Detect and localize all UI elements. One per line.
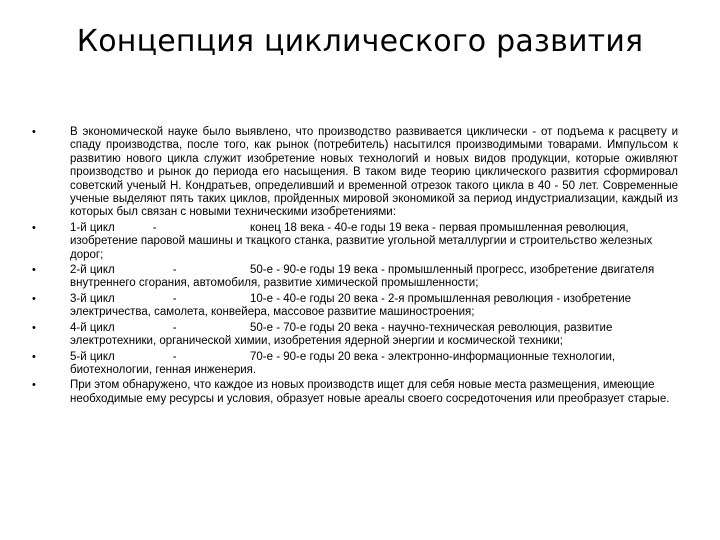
list-item-cycle-1 (32, 222, 678, 262)
cycle-description: 50-е - 90-е годы 19 века - промышленный прогресс, изобретение двигателя внутреннего сгорания, автомобиля, развитие химической промышленности; (70, 264, 655, 290)
cycle-label: 3-й цикл - (70, 292, 177, 305)
bullet-icon: • (32, 221, 36, 234)
intro-text: В экономической науке было выявлено, что производство развивается циклически - от подъема к расцвету и спаду производства, после того, как рынок (потребитель) насытился производимыми товарами. Импульсом к развитию нового цикла служит изобретение новых технологий и новых видов продукции, которые оживляют производство и рынок до периода его насыщения. В таком виде теорию циклического развития сформировал советский ученый Н. Кондратьев, определивший и временной отрезок такого цикла в 40 - 50 лет. Современные ученые выделяют пять таких циклов, пройденных мировой экономикой за период индустриализации, каждый из которых был связан с новыми техническими изобретениями: (70, 126, 678, 219)
cycle-label: 2-й цикл - (70, 264, 177, 277)
cycle-description: 50-е - 70-е годы 20 века - научно-техническая революция, развитие электротехники, органической химии, изобретения ядерной энергии и космической техники; (70, 321, 613, 348)
cycle-label: 4-й цикл - (70, 321, 177, 334)
cycle-label: 1-й цикл - (70, 221, 157, 234)
cycle-description: 70-е - 90-е годы 20 века - электронно-информационные технологии, биотехнологии, генная инженерия. (70, 350, 616, 376)
list-item-cycle-2 (32, 264, 678, 291)
bullet-icon: • (32, 126, 36, 138)
list-item-cycle-4 (32, 322, 678, 349)
bullet-icon: • (32, 321, 36, 334)
list-item-cycle-3 (32, 293, 678, 320)
conclusion-text: При этом обнаружено, что каждое из новых производств ищет для себя новые места размещения, имеющие необходимые ему ресурсы и условия, образует новые ареалы своего сосредоточения или преобразует старые. (70, 379, 670, 405)
cycle-description: конец 18 века - 40-е годы 19 века - первая промышленная революция, изобретение паровой машины и ткацкого станка, развитие угольной металлургии и строительство железных дорог; (70, 221, 653, 261)
bullet-icon: • (32, 379, 36, 392)
list-item-cycle-5 (32, 351, 678, 378)
slide-title: Концепция циклического развития (76, 24, 644, 59)
bullet-icon: • (32, 292, 36, 305)
cycle-label: 5-й цикл - (70, 350, 177, 363)
cycle-description: 10-е - 40-е годы 20 века - 2-я промышленная революция - изобретение электричества, самолета, конвейера, массовое развитие машиностроения; (70, 292, 632, 319)
list-item-intro (32, 126, 678, 220)
bullet-list (32, 126, 678, 408)
bullet-icon: • (32, 350, 36, 363)
list-item-conclusion (32, 379, 678, 406)
bullet-icon: • (32, 264, 36, 277)
